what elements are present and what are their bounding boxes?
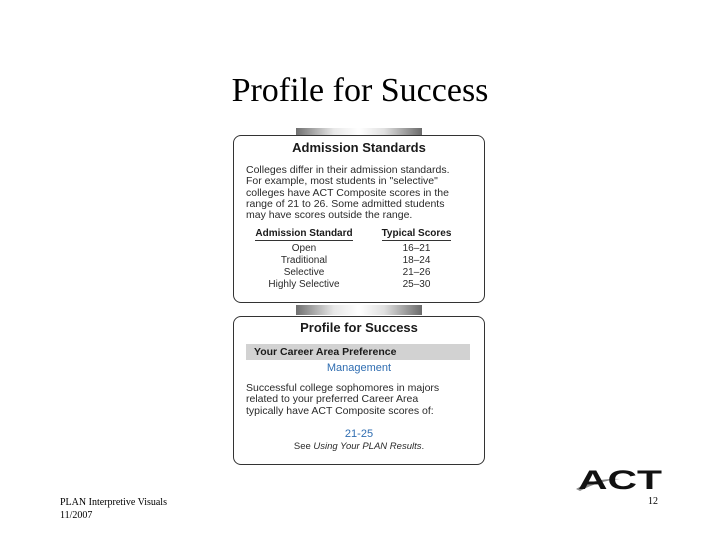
profile-for-success-card: [233, 316, 485, 465]
profile-description: [246, 383, 478, 417]
admission-line: may have scores outside the range.: [246, 209, 413, 222]
profile-line: Successful college sophomores in majors: [246, 382, 440, 394]
admission-table: [234, 228, 484, 291]
profile-line: typically have ACT Composite scores of:: [246, 404, 434, 417]
standard-cell: Open: [291, 243, 317, 255]
scores-cell: 21–26: [402, 267, 431, 279]
admission-line: Colleges differ in their admission standards.: [246, 164, 450, 176]
standard-cell: Selective: [283, 267, 325, 279]
footer-doc-name: PLAN Interpretive Visuals: [60, 497, 167, 508]
score-range: 21-25: [344, 427, 374, 440]
career-preference-value: Management: [326, 362, 392, 374]
footer-info: [60, 496, 167, 522]
see-title: Using Your PLAN Results: [313, 440, 422, 452]
admission-line: colleges have ACT Composite scores in the: [246, 186, 449, 199]
table-row: [234, 279, 484, 291]
admission-standards-title: Admission Standards: [292, 140, 426, 155]
admission-standards-card: [233, 135, 485, 303]
table-row: [234, 255, 484, 267]
footer-date: 11/2007: [60, 510, 93, 521]
scores-cell: 18–24: [402, 255, 431, 267]
table-row: [234, 243, 484, 255]
act-logo: [574, 464, 668, 492]
see-reference: [234, 441, 484, 452]
scores-cell: 16–21: [402, 243, 431, 255]
scores-cell: 25–30: [402, 279, 431, 291]
admission-description: [246, 165, 478, 221]
profile-card-title: Profile for Success: [300, 320, 418, 335]
logo-text: ACT: [578, 465, 663, 492]
profile-line: related to your preferred Career Area: [246, 393, 419, 406]
admission-table-header: [234, 228, 484, 239]
slide-title: Profile for Success: [231, 72, 489, 109]
standard-cell: Traditional: [280, 255, 328, 267]
page-number: 12: [648, 496, 658, 507]
see-suffix: .: [421, 440, 425, 452]
col-admission-standard: Admission Standard: [255, 228, 353, 240]
admission-line: range of 21 to 26. Some admitted students: [246, 197, 445, 210]
col-typical-scores: Typical Scores: [381, 228, 452, 240]
table-row: [234, 267, 484, 279]
see-prefix: See: [293, 440, 314, 452]
card-binder-middle: [296, 305, 422, 315]
standard-cell: Highly Selective: [268, 279, 340, 291]
career-preference-bar: Your Career Area Preference: [246, 344, 470, 360]
admission-line: For example, most students in "selective": [246, 175, 438, 188]
